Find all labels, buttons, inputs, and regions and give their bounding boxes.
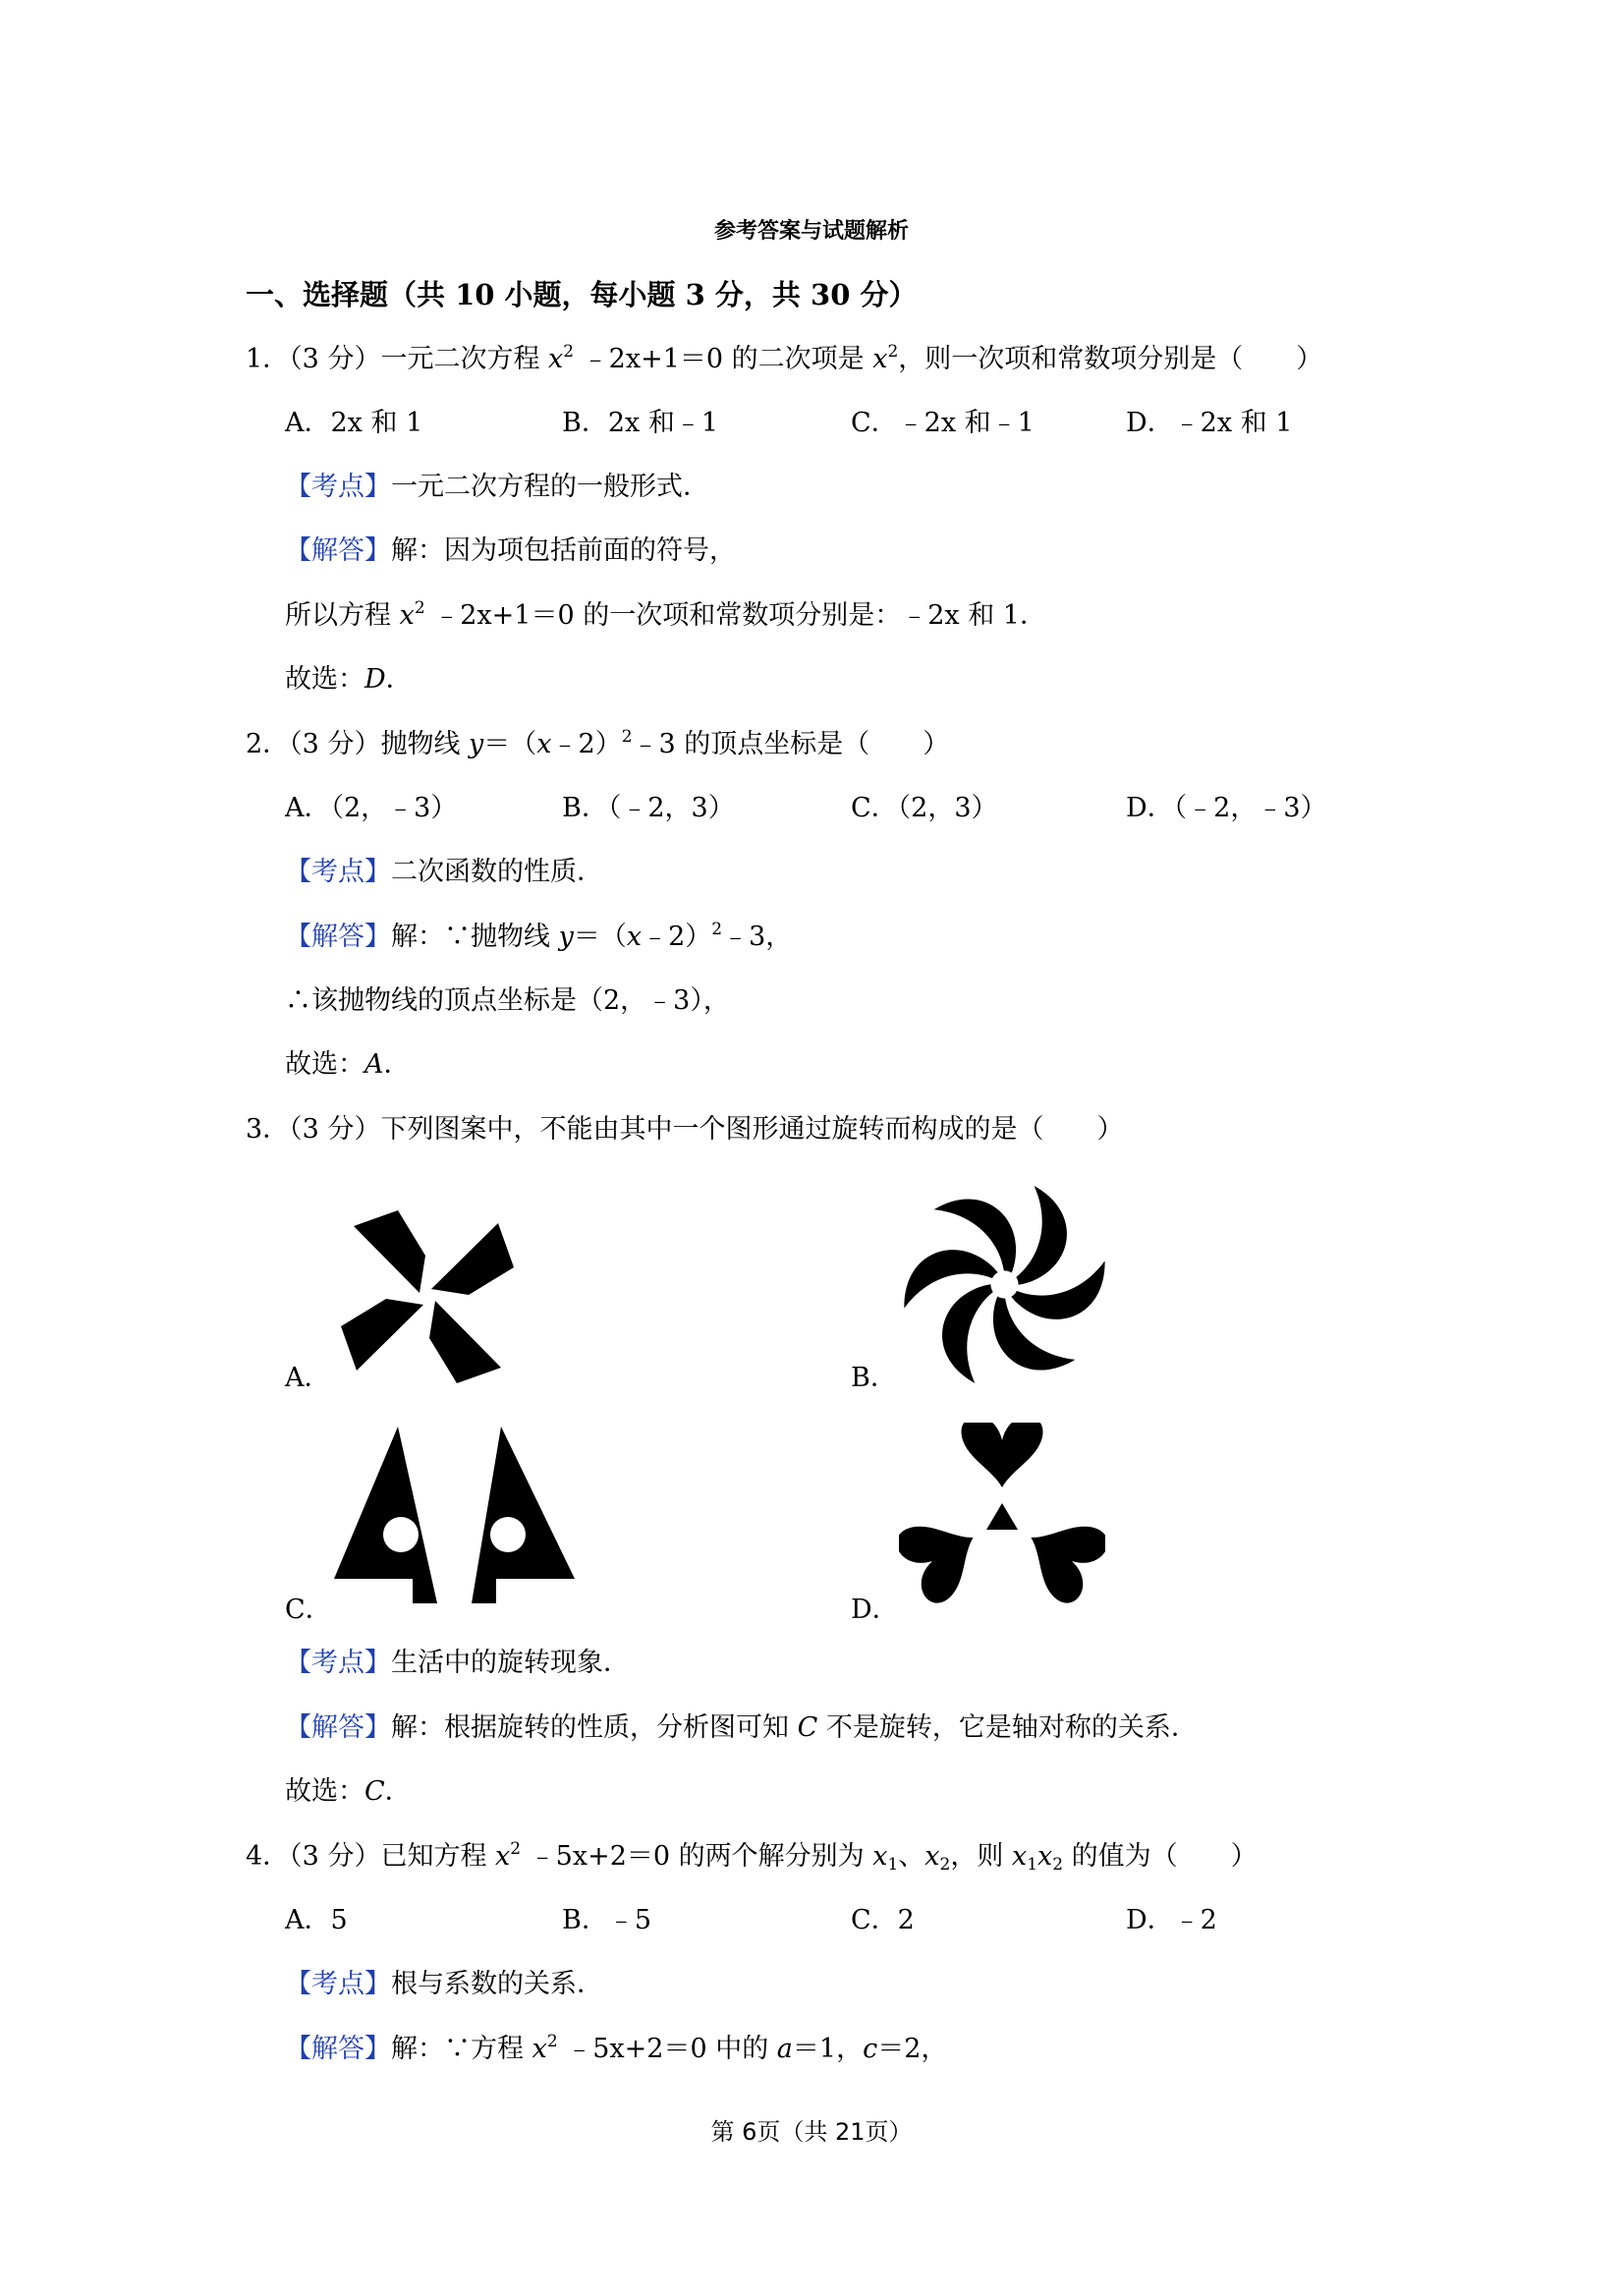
q2-jieda: 【解答】解：∵抛物线 y＝（x﹣2）$^2$﹣3， — [285, 920, 793, 952]
q2-option-d: D．（﹣2，﹣3） — [1126, 793, 1327, 823]
q3-label-b: B． — [851, 1363, 897, 1393]
question-4: 4．（3 分）已知方程 $x^2$ ﹣5x+2＝0 的两个解分别为 $x_1$、$x_2$，则 $x_1x_2$ 的值为（ ） — [246, 1839, 1258, 1875]
question-2: 2．（3 分）抛物线 y＝（x﹣2）$^2$﹣3 的顶点坐标是（ ） — [246, 727, 950, 759]
triangles-figure — [329, 1427, 580, 1613]
page-title: 参考答案与试题解析 — [713, 219, 909, 244]
q4-option-a: A．5 — [285, 1905, 348, 1935]
question-1: 1．（3 分）一元二次方程 $x^2$ ﹣2x+1＝0 的二次项是 $x^2$，则一次项和常数项分别是（ ） — [246, 342, 1323, 374]
q1-jieda: 【解答】解：因为项包括前面的符号， — [285, 535, 736, 566]
q3-answer: 故选：C． — [285, 1776, 412, 1807]
q3-label-a: A． — [285, 1363, 331, 1393]
q3-label-d: D． — [851, 1595, 899, 1625]
q1-jieda-line2: 所以方程 $x^2$ ﹣2x+1＝0 的一次项和常数项分别是：﹣2x 和 1． — [285, 598, 1046, 631]
page-footer: 第 6页（共 21页） — [710, 2118, 913, 2146]
q1-option-d: D．﹣2x 和 1 — [1126, 408, 1293, 438]
q3-kaodian: 【考点】生活中的旋转现象． — [285, 1648, 630, 1678]
q1-kaodian: 【考点】一元二次方程的一般形式． — [285, 472, 709, 502]
q4-option-b: B．﹣5 — [562, 1905, 652, 1935]
q1-option-b: B．2x 和﹣1 — [562, 408, 719, 438]
q2-kaodian: 【考点】二次函数的性质． — [285, 857, 603, 887]
q1-option-a: A．2x 和 1 — [285, 408, 423, 438]
q4-kaodian: 【考点】根与系数的关系． — [285, 1969, 603, 1999]
q2-option-c: C．（2，3） — [851, 793, 998, 823]
q2-answer: 故选：A． — [285, 1049, 411, 1080]
q3-label-c: C． — [285, 1595, 332, 1625]
hearts-figure — [899, 1423, 1105, 1619]
q2-jieda-line2: ∴该抛物线的顶点坐标是（2，﹣3）， — [285, 985, 730, 1016]
q1-option-c: C．﹣2x 和﹣1 — [851, 408, 1035, 438]
question-3: 3．（3 分）下列图案中，不能由其中一个图形通过旋转而构成的是（ ） — [246, 1114, 1124, 1145]
q3-jieda: 【解答】解：根据旋转的性质，分析图可知 C 不是旋转，它是轴对称的关系． — [285, 1712, 1198, 1743]
q2-option-b: B．（﹣2，3） — [562, 793, 735, 823]
q4-option-d: D．﹣2 — [1126, 1905, 1217, 1935]
q4-option-c: C．2 — [851, 1905, 915, 1935]
q1-answer: 故选：D． — [285, 664, 413, 695]
q2-option-a: A．（2，﹣3） — [285, 793, 458, 823]
q4-jieda: 【解答】解：∵方程 $x^2$ ﹣5x+2＝0 中的 a＝1，c＝2， — [285, 2032, 948, 2064]
section-heading: 一、选择题（共 10 小题，每小题 3 分，共 30 分） — [246, 278, 918, 311]
swirl-figure — [899, 1179, 1110, 1390]
pinwheel-figure — [329, 1199, 526, 1395]
